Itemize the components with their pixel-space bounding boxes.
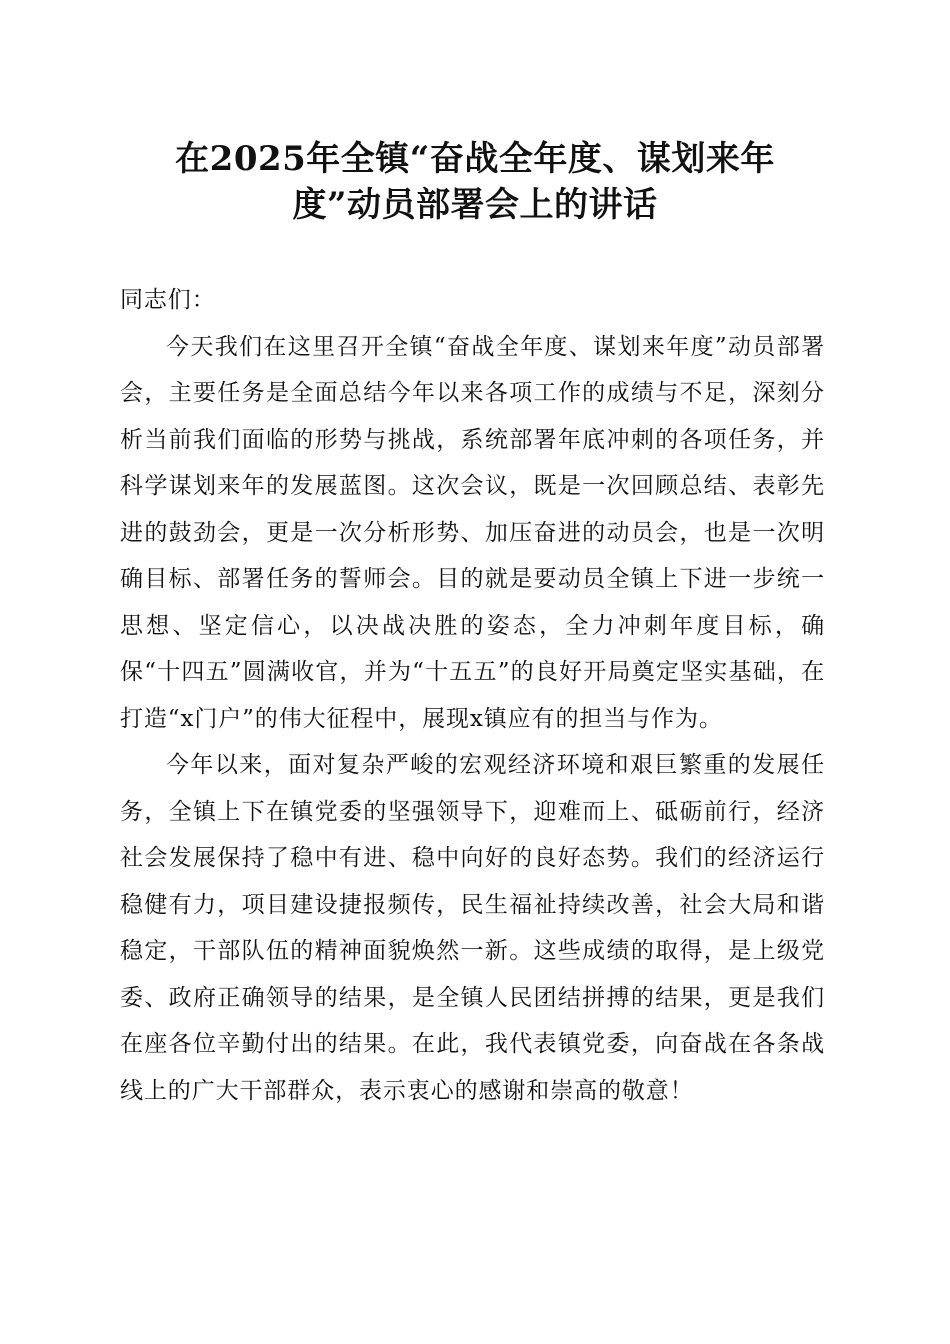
document-body xyxy=(120,277,825,1114)
document-title xyxy=(100,136,850,228)
salutation: 同志们： xyxy=(120,287,216,313)
paragraph-2: 今年以来，面对复杂严峻的宏观经济环境和艰巨繁重的发展任务，全镇上下在镇党委的坚强领导下，迎难而上、砥砺前行，经济社会发展保持了稳中有进、稳中向好的良好态势。我们的经济运行稳健有力，项目建设捷报频传，民生福祉持续改善，社会大局和谐稳定，干部队伍的精神面貌焕然一新。这些成绩的取得，是上级党委、政府正确领导的结果，是全镇人民团结拼搏的结果，更是我们在座各位辛勤付出的结果。在此，我代表镇党委，向奋战在各条战线上的广大干部群众，表示衷心的感谢和崇高的敬意！ xyxy=(120,752,825,1104)
title-line-2: 度”动员部署会上的讲话 xyxy=(292,185,658,225)
paragraph-1: 今天我们在这里召开全镇“奋战全年度、谋划来年度”动员部署会，主要任务是全面总结今年以来各项工作的成绩与不足，深刻分析当前我们面临的形势与挑战，系统部署年底冲刺的各项任务，并科学谋划来年的发展蓝图。这次会议，既是一次回顾总结、表彰先进的鼓劲会，更是一次分析形势、加压奋进的动员会，也是一次明确目标、部署任务的誓师会。目的就是要动员全镇上下进一步统一思想、坚定信心，以决战决胜的姿态，全力冲刺年度目标，确保“十四五”圆满收官，并为“十五五”的良好开局奠定坚实基础，在打造“x门户”的伟大征程中，展现x镇应有的担当与作为。 xyxy=(120,333,825,732)
title-line-1: 在2025年全镇“奋战全年度、谋划来年 xyxy=(175,139,775,179)
